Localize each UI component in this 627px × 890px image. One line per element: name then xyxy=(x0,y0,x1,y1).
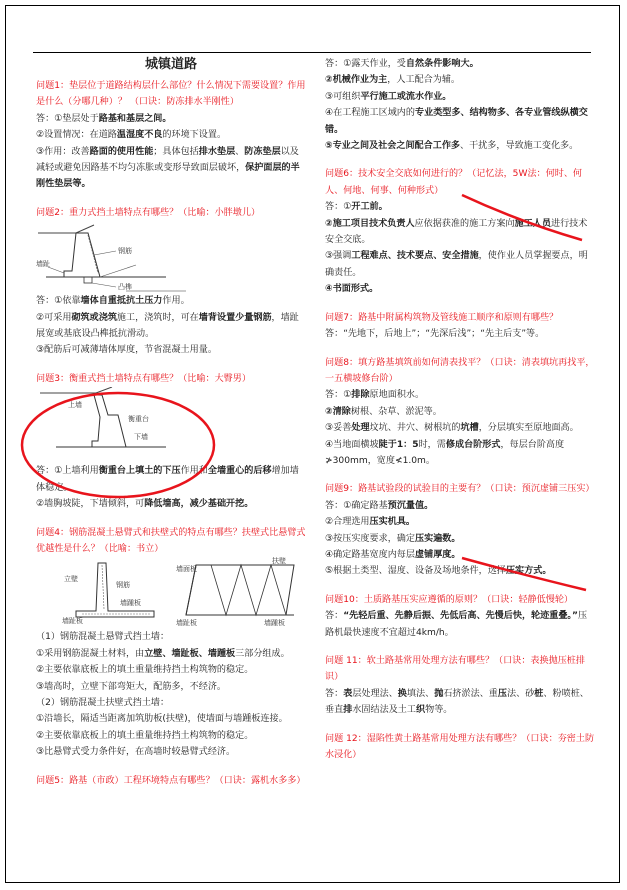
answer-4-1-1: ①采用钢筋混凝土材料，由立壁、墙趾板、墙踵板三部分组成。 xyxy=(36,648,290,659)
answer-8-3: ③妥善处理坟坑、井穴、树根坑的坑槽，分层填实至原地面高。 xyxy=(325,423,579,434)
answer-6-3: ③强调工程难点、技术要点、安全措施，使作业人员掌握要点，明确责任。 xyxy=(325,251,588,278)
fig2-label-rebar: 钢筋 xyxy=(118,247,132,256)
fig4-label-toe-slab: 墙趾板 xyxy=(62,617,83,626)
question-8: 问题8：填方路基填筑前如何清表找平？（口诀：清表填坑再找平，一五横坡修台阶） xyxy=(325,357,595,384)
answer-1-2: ②设置情况：在道路温湿度不良的环境下设置。 xyxy=(36,130,227,141)
answer-9-2: ②合理选用压实机具。 xyxy=(325,517,416,528)
answer-8-2: ②清除树根、杂草、淤泥等。 xyxy=(325,406,442,417)
answer-10: 答：“先轻后重、先静后振、先低后高、先慢后快，轮迹重叠。”压路机最快速度不宜超过4km/h。 xyxy=(325,611,588,638)
question-3: 问题3：衡重式挡土墙特点有哪些？（比喻：大臀男） xyxy=(36,373,251,384)
fig3-label-upper-wall: 上墙 xyxy=(68,401,82,410)
answer-6-1: 答：①开工前。 xyxy=(325,202,388,213)
left-column xyxy=(36,56,306,789)
answer-4-1-2: ②主要依靠底板上的填土重量维持挡土构筑物的稳定。 xyxy=(36,665,254,676)
question-12: 问题 12：湿陷性黄土路基常用处理方法有哪些？（口诀：夯密土防水浸化） xyxy=(325,733,595,761)
answer-2-2: ②可采用砌筑或浇筑施工，浇筑时，可在墙背设置少量钢筋，墙趾展宽或基底设凸榫抵抗滑动。 xyxy=(36,312,299,340)
cantilever-counterfort-diagram xyxy=(36,557,306,629)
question-7: 问题7：路基中附属构筑物及管线施工顺序和原则有哪些？ xyxy=(325,312,559,323)
fig3-label-ballast-platform: 衡重台 xyxy=(128,415,149,424)
gravity-wall-figure xyxy=(36,221,306,293)
cantilever-counterfort-figure xyxy=(36,557,306,629)
header-rule xyxy=(33,52,591,53)
fig4-label-face-panel: 墙面板 xyxy=(176,565,197,574)
question-2: 问题2：重力式挡土墙特点有哪些？（比喻：小胖墩儿） xyxy=(36,207,261,218)
fig4-label-heel-slab-2: 墙踵板 xyxy=(264,619,285,628)
answer-5-1: 答：①露天作业，受自然条件影响大。 xyxy=(325,59,479,69)
answer-4-1-3: ③墙高时，立壁下部弯矩大，配筋多，不经济。 xyxy=(36,681,227,692)
answer-5-4: ④在工程施工区域内的专业类型多、结构物多、各专业管线纵横交错。 xyxy=(325,108,588,135)
page-title: 城镇道路 xyxy=(144,57,197,72)
answer-9-3: ③按压实度要求，确定压实遍数。 xyxy=(325,533,461,544)
question-6: 问题6：技术安全交底如何进行的？（记忆法，5W法：何时、何人、何地、何事、何种形式） xyxy=(325,169,583,196)
answer-4-2-2: ②主要依靠底板上的填土重量维持挡土构筑物的稳定。 xyxy=(36,730,254,741)
fig4-label-rebar: 钢筋 xyxy=(116,581,130,590)
subsection-4-2: （2）钢筋混凝土扶壁式挡土墙： xyxy=(36,697,170,708)
answer-4-2-1: ①沿墙长，隔适当距离加筑肋板(扶壁)，使墙面与墙踵板连接。 xyxy=(36,714,288,725)
answer-8-1: 答：①排除原地面积水。 xyxy=(325,390,425,401)
answer-2-1: 答：①依靠墙体自重抵抗土压力作用。 xyxy=(36,296,190,307)
right-column xyxy=(325,56,595,763)
answer-9-1: 答：①确定路基预沉量值。 xyxy=(325,500,434,511)
answer-4-2-3: ③比悬臂式受力条件好，在高墙时较悬臂式经济。 xyxy=(36,747,236,758)
answer-9-5: ⑤根据土类型、湿度、设备及场地条件，选择压实方式。 xyxy=(325,566,552,577)
answer-6-4: ④书面形式。 xyxy=(325,284,379,295)
fig4-label-counterfort: 扶壁 xyxy=(272,557,286,566)
question-9: 问题9：路基试验段的试验目的主要有？（口诀：预沉虚铺三压实） xyxy=(325,484,595,495)
answer-11: 答：表层处理法、换填法、抛石挤淤法、重压法、砂桩、粉喷桩、垂直排水固结法及土工织物等。 xyxy=(325,688,589,716)
answer-5-2: ②机械作业为主，人工配合为辅。 xyxy=(325,75,461,86)
answer-7: 答：“先地下，后地上”；“先深后浅”；“先主后支”等。 xyxy=(325,329,545,340)
fig2-label-key: 凸榫 xyxy=(118,283,132,292)
gravity-wall-diagram xyxy=(36,221,206,293)
answer-3-1: 答：①上墙利用衡重台上填土的下压作用和全墙重心的后移增加墙体稳定。 xyxy=(36,466,299,493)
answer-5-3: ③可组织平行施工或流水作业。 xyxy=(325,91,452,102)
question-4: 问题4：钢筋混凝土悬臂式和扶壁式的特点有哪些？扶壁式比悬臂式优越性是什么？（比喻：书立） xyxy=(36,527,306,554)
answer-6-2: ②施工项目技术负责人应依据获准的施工方案向施工人员进行技术安全交底。 xyxy=(325,218,588,246)
answer-5-5: ⑤专业之间及社会之间配合工作多、干扰多，导致施工变化多。 xyxy=(325,141,579,152)
answer-1-3: ③作用：改善路面的使用性能；具体包括排水垫层、防冻垫层以及减轻或避免因路基不均匀冻胀或变形导致面层破坏，保护面层的半刚性垫层等。 xyxy=(36,146,300,190)
fig4-label-toe-slab-2: 墙趾板 xyxy=(176,619,197,628)
question-1: 问题1：垫层位于道路结构层什么部位？什么情况下需要设置？作用是什么（分哪几种）？ （口诀：防冻排水半刚性） xyxy=(36,81,306,108)
answer-1-1: 答：①垫层处于路基和基层之间。 xyxy=(36,113,172,124)
counterweight-wall-figure xyxy=(36,387,306,457)
answer-3-2: ②墙胸坡陡，下墙倾斜，可降低墙高，减少基础开挖。 xyxy=(36,499,254,510)
fig4-label-heel-slab: 墙踵板 xyxy=(120,599,141,608)
question-10: 问题10：土质路基压实应遵循的原则？（口诀：轻静低慢轮） xyxy=(325,594,574,605)
question-5: 问题5：路基（市政）工程环境特点有哪些？（口诀：露机水多多） xyxy=(36,775,306,786)
fig2-label-toe: 墙趾 xyxy=(36,260,50,269)
question-11: 问题 11：软土路基常用处理方法有哪些？（口诀：表换抛压桩排识） xyxy=(325,656,585,683)
answer-2-3: ③配筋后可减薄墙体厚度，节省混凝土用量。 xyxy=(36,345,217,356)
subsection-4-1: （1）钢筋混凝土悬臂式挡土墙： xyxy=(36,632,170,643)
answer-9-4: ④确定路基宽度内每层虚铺厚度。 xyxy=(325,549,461,560)
fig4-label-stem: 立壁 xyxy=(64,575,78,584)
fig3-label-lower-wall: 下墙 xyxy=(134,433,148,442)
counterweight-wall-diagram xyxy=(36,387,206,457)
answer-8-4: ④当地面横坡陡于1：5时，需修成台阶形式，每层台阶高度≯300mm，宽度≮1.0m。 xyxy=(325,439,565,466)
